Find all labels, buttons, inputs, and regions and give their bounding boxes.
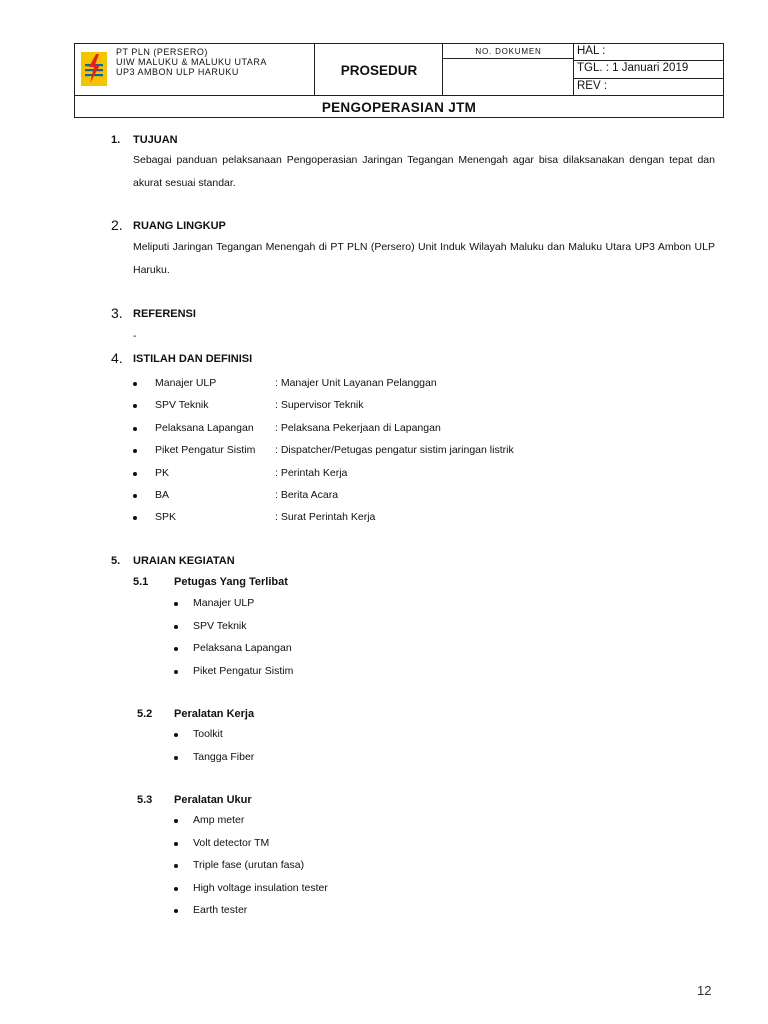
definition-term: SPV Teknik [155, 399, 209, 412]
bullet-icon [133, 382, 137, 386]
bullet-icon [174, 887, 178, 891]
section-text-ruang-lingkup: Meliputi Jaringan Tegangan Menengah di PT PLN (Persero) Unit Induk Wilayah Maluku dan Maluku Utara UP3 Ambon ULP Haruku. [133, 241, 715, 276]
section-number: 1. [111, 134, 121, 146]
bullet-icon [133, 449, 137, 453]
bullet-icon [174, 842, 178, 846]
bullet-icon [133, 516, 137, 520]
bullet-icon [174, 756, 178, 760]
list-item: Triple fase (urutan fasa) [193, 859, 305, 871]
doc-type: PROSEDUR [340, 62, 418, 78]
document-header-table [74, 43, 724, 118]
section-text-referensi: - [133, 330, 137, 342]
list-item: Amp meter [193, 814, 245, 826]
hal-field: HAL : [577, 45, 606, 57]
bullet-icon [174, 733, 178, 737]
bullet-icon [174, 670, 178, 674]
company-line-1: PT PLN (PERSERO) [116, 47, 208, 57]
document-title: PENGOPERASIAN JTM [321, 99, 477, 115]
section-heading-ruang-lingkup: RUANG LINGKUP [133, 220, 226, 232]
list-item: Volt detector TM [193, 836, 270, 849]
section-number: 3. [111, 305, 123, 321]
bullet-icon [133, 404, 137, 408]
page-number: 12 [697, 983, 712, 998]
section-number: 4. [111, 350, 123, 366]
list-item: Tangga Fiber [193, 750, 255, 763]
definition-term: Pelaksana Lapangan [155, 421, 254, 434]
section-heading-tujuan: TUJUAN [133, 134, 178, 146]
company-line-3: UP3 AMBON ULP HARUKU [116, 67, 239, 77]
rev-field: REV : [577, 80, 608, 92]
list-item: Pelaksana Lapangan [193, 642, 292, 654]
definition-term: Manajer ULP [155, 377, 217, 389]
subsection-number: 5.2 [137, 708, 153, 720]
no-dokumen-label: NO. DOKUMEN [475, 46, 542, 56]
bullet-icon [174, 625, 178, 629]
subsection-heading: Peralatan Ukur [174, 794, 252, 806]
definition-text: : Supervisor Teknik [275, 399, 364, 412]
definition-text: : Dispatcher/Petugas pengatur sistim jaringan listrik [275, 444, 514, 457]
definition-term: BA [155, 489, 170, 501]
list-item: SPV Teknik [193, 619, 247, 632]
list-item: Toolkit [193, 728, 223, 740]
bullet-icon [133, 427, 137, 431]
section-number: 2. [111, 217, 123, 233]
company-name-block [116, 47, 267, 77]
definition-text: : Berita Acara [275, 489, 339, 501]
section-number: 5. [111, 555, 121, 567]
bullet-icon [133, 494, 137, 498]
bullet-icon [174, 909, 178, 913]
definition-term: SPK [155, 511, 177, 524]
list-item: Earth tester [193, 904, 248, 916]
definition-text: : Surat Perintah Kerja [275, 511, 376, 524]
section-text-tujuan: Sebagai panduan pelaksanaan Pengoperasian Jaringan Tegangan Menengah agar bisa dilaksanakan dengan tepat dan akurat sesuai standar. [133, 154, 715, 189]
list-item: High voltage insulation tester [193, 881, 328, 894]
subsection-number: 5.3 [137, 794, 153, 806]
definition-term: PK [155, 466, 170, 479]
bullet-icon [174, 602, 178, 606]
definition-text: : Manajer Unit Layanan Pelanggan [275, 377, 437, 389]
definition-term: Piket Pengatur Sistim [155, 444, 256, 457]
bullet-icon [174, 819, 178, 823]
company-line-2: UIW MALUKU & MALUKU UTARA [116, 57, 267, 67]
section-heading-uraian: URAIAN KEGIATAN [133, 555, 235, 567]
section-heading-referensi: REFERENSI [133, 308, 196, 320]
bullet-icon [174, 864, 178, 868]
section-heading-istilah: ISTILAH DAN DEFINISI [133, 353, 253, 365]
list-item: Manajer ULP [193, 597, 255, 609]
bullet-icon [133, 472, 137, 476]
pln-logo [81, 52, 107, 86]
definition-text: : Perintah Kerja [275, 466, 348, 479]
subsection-heading: Petugas Yang Terlibat [174, 576, 288, 588]
subsection-number: 5.1 [133, 576, 149, 588]
bullet-icon [174, 647, 178, 651]
subsection-heading: Peralatan Kerja [174, 708, 255, 720]
definition-text: : Pelaksana Pekerjaan di Lapangan [275, 421, 441, 434]
tgl-field: TGL. : 1 Januari 2019 [577, 62, 689, 74]
list-item: Piket Pengatur Sistim [193, 664, 294, 677]
